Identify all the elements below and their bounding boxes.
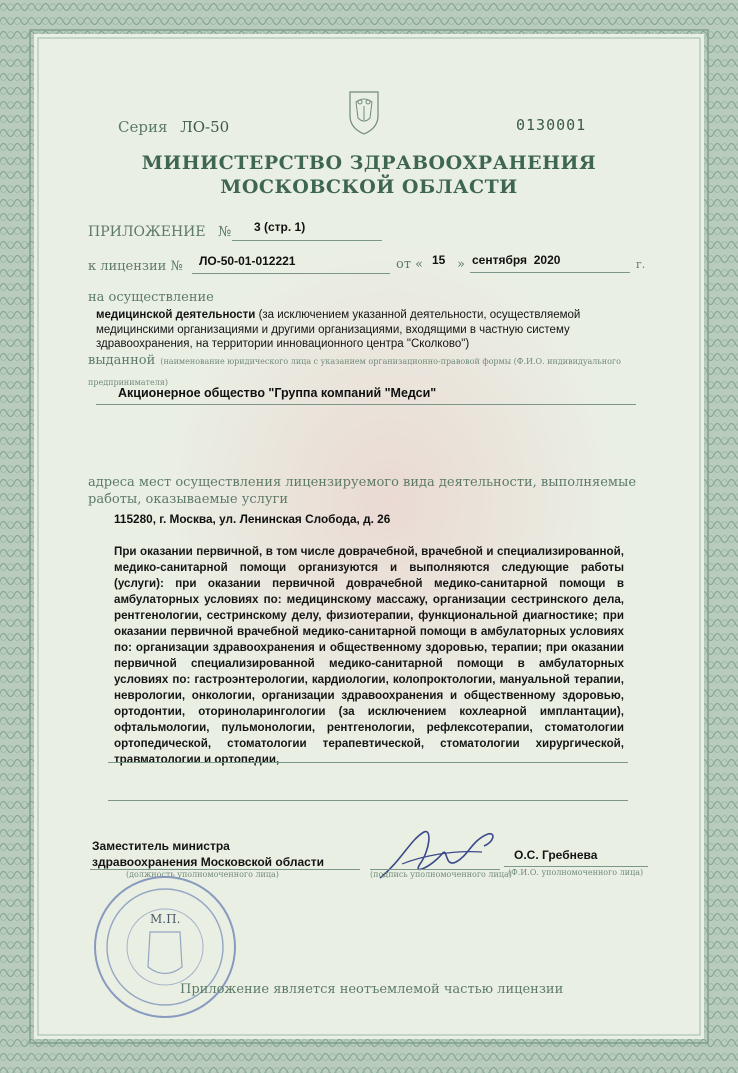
appendix-label: ПРИЛОЖЕНИЕ <box>88 224 206 240</box>
organization-underline <box>96 404 636 405</box>
appendix-value: 3 (стр. 1) <box>254 220 306 234</box>
series-value: ЛО-50 <box>180 118 230 136</box>
services-text: При оказании первичной, в том числе доврачебной, врачебной и специализированной, медико-санитарной помощи организуются и выполняются следующие работы (услуги): при оказании первичной доврачебной медико-санитарной помощи в амбулаторных условиях по: медицинскому массажу, организации сестринского дела, рентгенологии, сестринскому делу, физиотерапии, функциональной диагностике; при оказании первичной врачебной медико-санитарной помощи в амбулаторных условиях по: организации здравоохранения и общественному здоровью, терапии; при оказании первичной специализированной медико-санитарной помощи в амбулаторных условиях по: гастроэнтерологии, кардиологии, колопроктологии, мануальной терапии, неврологии, онкологии, организации здравоохранения и общественному здоровью, ортодонтии, оториноларингологии (за исключением кохлеарной имплантации), офтальмологии, пульмонологии, рентгенологии, рефлексотерапии, стоматологии ортопедической, стоматологии терапевтической, стоматологии хирургической, травматологии и ортопедии, <box>114 545 624 766</box>
issued-hint: (наименование юридического лица с указанием организационно-правовой формы (Ф.И.О. индивидуального предпринимателя) <box>88 357 621 387</box>
stamp-label: М.П. <box>150 912 181 926</box>
year-suffix: г. <box>636 258 646 271</box>
blank-line <box>108 800 628 801</box>
number-sign: № <box>218 224 232 240</box>
series-label: Серия <box>118 118 168 136</box>
ministry-heading-line1: МИНИСТЕРСТВО ЗДРАВООХРАНЕНИЯ <box>141 152 597 174</box>
name-underline <box>504 866 648 867</box>
activity-rest: (за исключением указанной деятельности, осуществляемой медицинскими организациями и другими организациями, входящими в частную систему здравоохранения, на территории инновационного центра "Сколково") <box>96 309 581 350</box>
date-from-label: от « <box>396 257 424 272</box>
official-stamp <box>90 872 240 1022</box>
signature-hint: (подпись уполномоченного лица) <box>370 870 512 879</box>
signer-position-line1: Заместитель министра <box>92 839 230 853</box>
document-number: 0130001 <box>516 116 587 134</box>
coat-of-arms-icon <box>344 88 384 136</box>
date-month-year: сентября 2020 <box>472 253 561 267</box>
date-day: 15 <box>432 253 446 267</box>
license-value: ЛО-50-01-012221 <box>199 254 296 268</box>
address-value: 115280, г. Москва, ул. Ленинская Слобода, д. 26 <box>114 512 391 526</box>
series-line <box>118 118 229 136</box>
footer-note: Приложение является неотъемлемой частью лицензии <box>180 982 564 997</box>
license-label: к лицензии № <box>88 259 183 274</box>
signer-position <box>92 838 324 870</box>
date-underline <box>470 272 630 273</box>
ministry-heading-line2: МОСКОВСКОЙ ОБЛАСТИ <box>220 176 518 198</box>
appendix-line <box>88 224 231 240</box>
issued-label: выданной <box>88 353 156 368</box>
address-label: адреса мест осуществления лицензируемого вида деятельности, выполняемые работы, оказываемые услуги <box>88 475 637 507</box>
organization-name: Акционерное общество "Группа компаний "Медси" <box>118 386 437 400</box>
activity-bold: медицинской деятельности <box>96 309 256 321</box>
services-underline <box>108 762 628 763</box>
activity-label: на осуществление <box>88 290 214 305</box>
handwritten-signature <box>372 820 502 890</box>
date-close: » <box>457 257 465 272</box>
activity-text <box>96 308 632 352</box>
appendix-underline <box>232 240 382 241</box>
signer-name: О.С. Гребнева <box>514 848 598 862</box>
signer-position-hint: (должность уполномоченного лица) <box>126 870 279 879</box>
signer-position-line2: здравоохранения Московской области <box>92 855 325 869</box>
signer-name-hint: (Ф.И.О. уполномоченного лица) <box>508 868 644 877</box>
license-underline <box>192 273 390 274</box>
